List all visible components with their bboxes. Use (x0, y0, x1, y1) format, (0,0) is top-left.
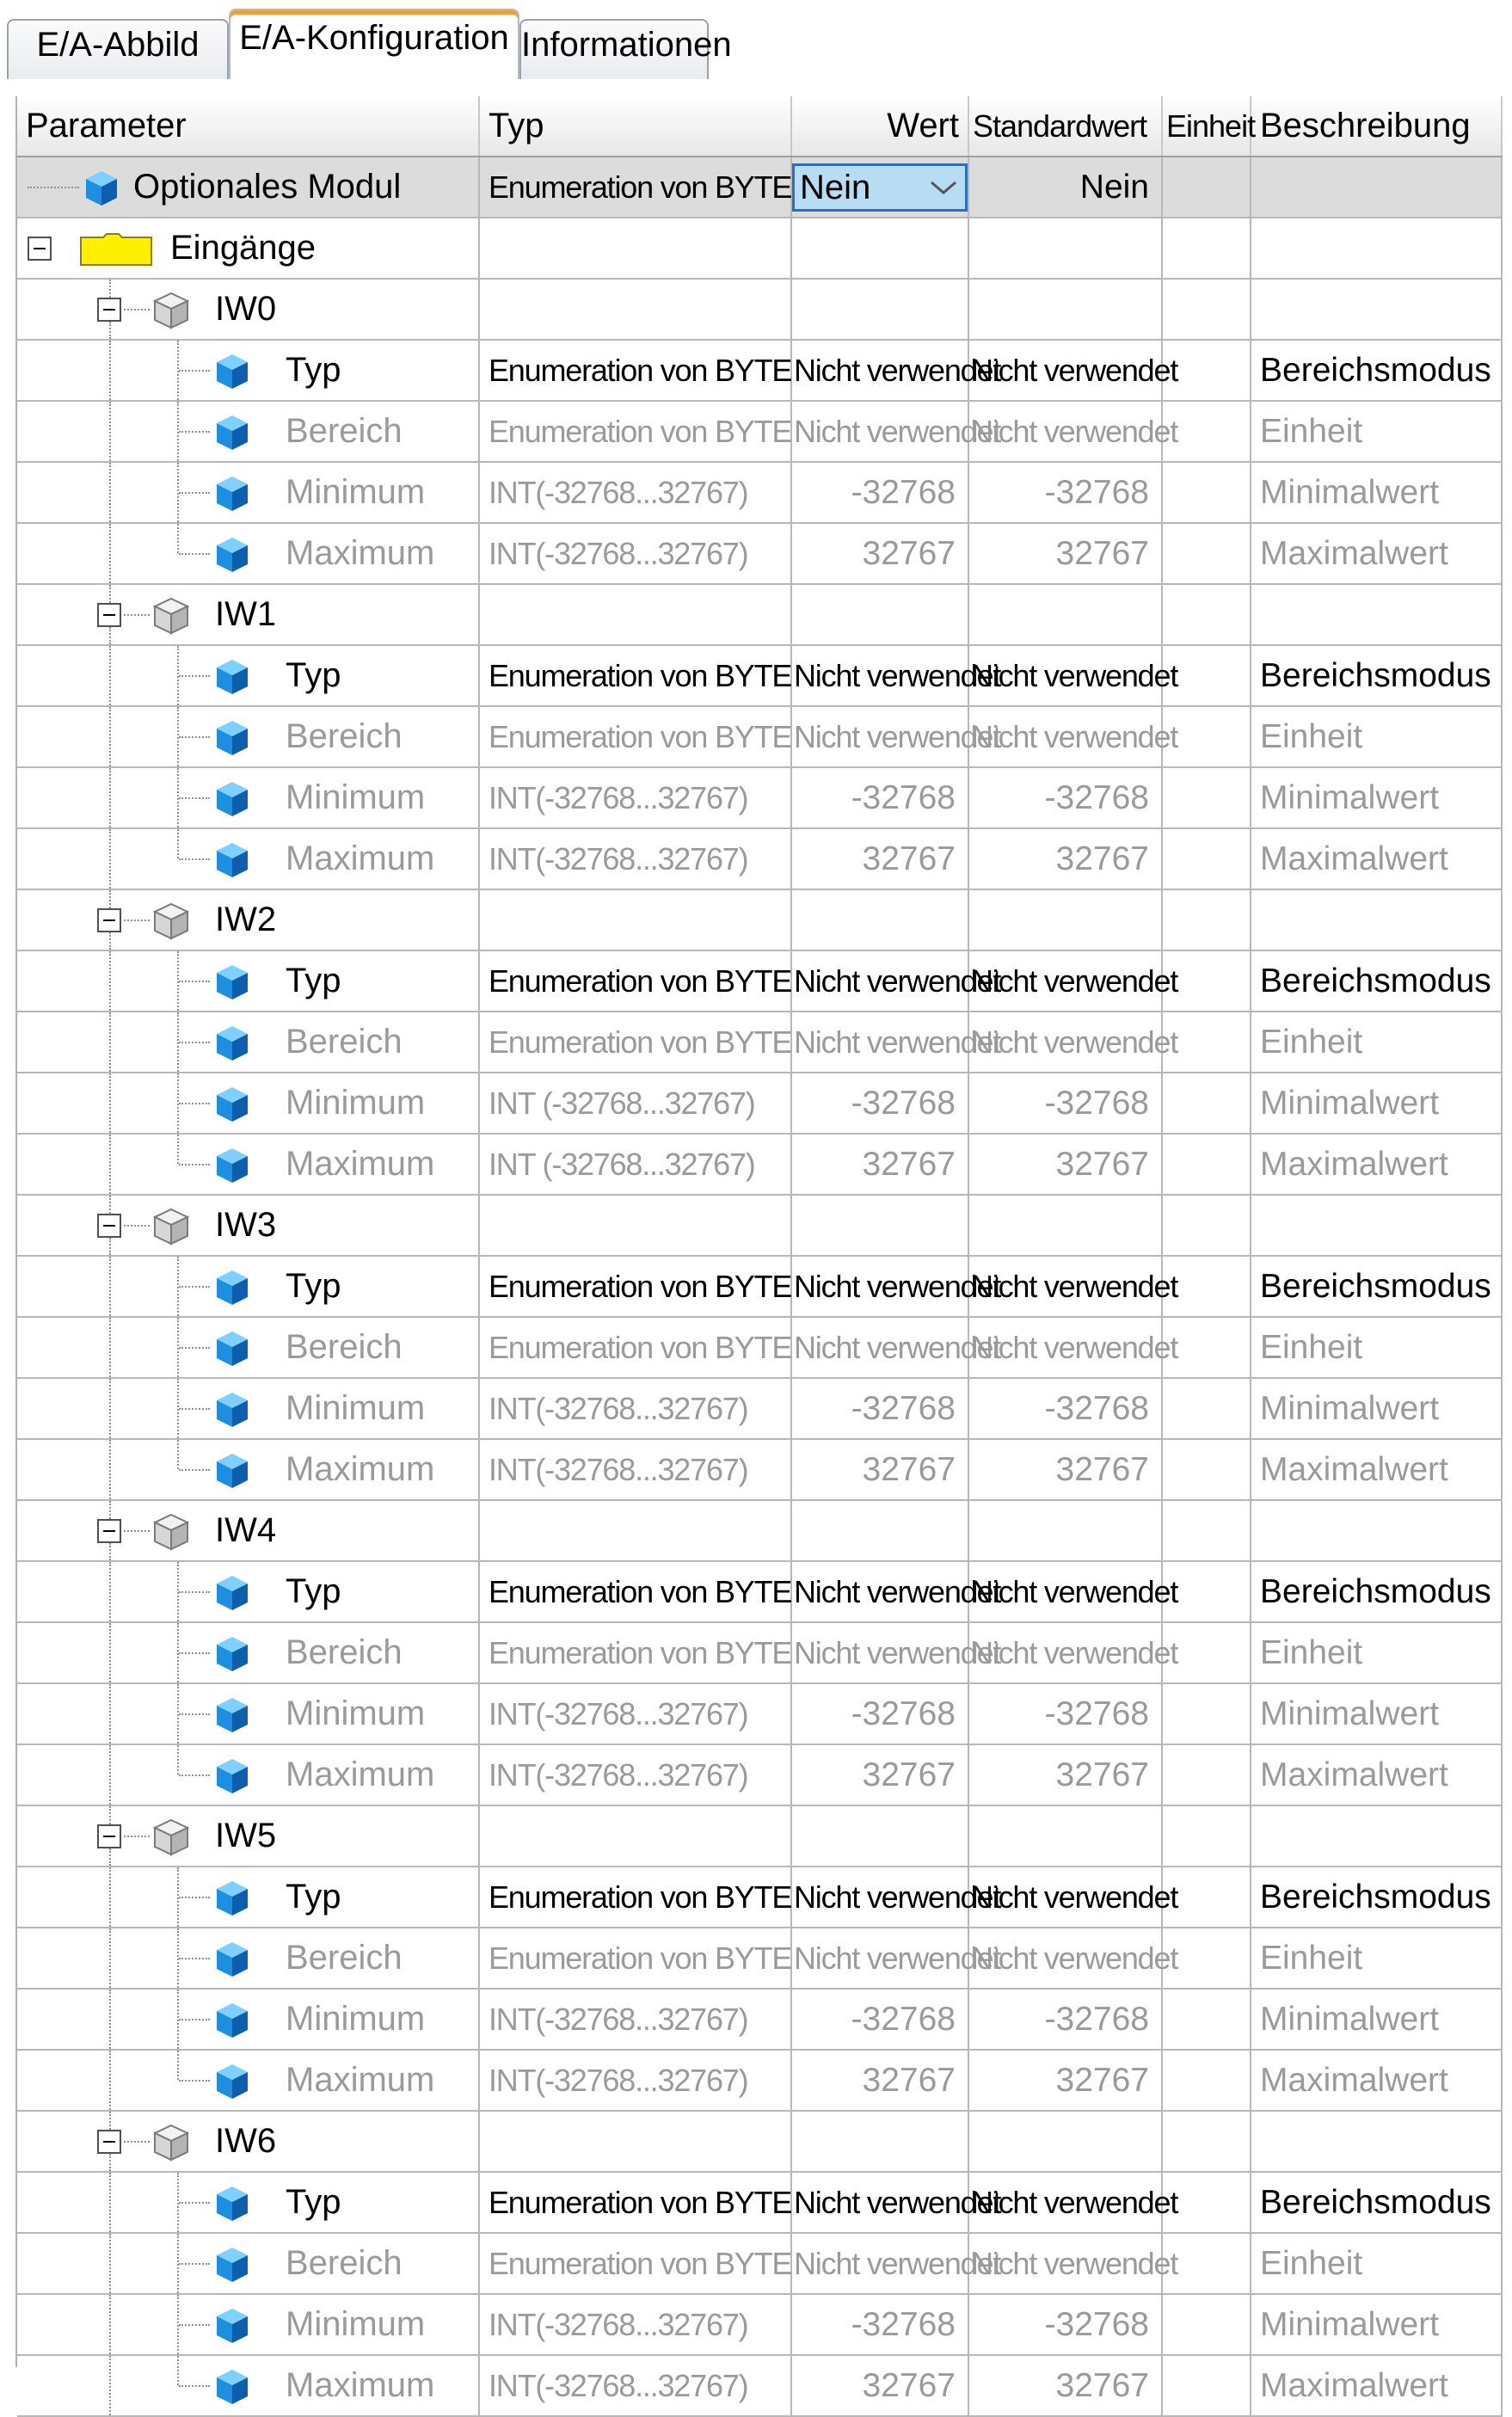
parameter-description: Einheit (1251, 706, 1502, 767)
parameter-cube-icon (215, 2246, 249, 2284)
parameter-value[interactable]: Nicht verwendet (791, 645, 968, 706)
folder-icon (79, 232, 153, 267)
parameter-description: Bereichsmodus (1251, 950, 1502, 1012)
parameter-type: Enumeration von BYTE (479, 2172, 791, 2233)
parameter-type: INT(-32768...32767) (479, 828, 791, 889)
channel-row[interactable] (17, 584, 1502, 645)
parameter-value: Nicht verwendet (791, 706, 968, 767)
parameter-cube-icon (215, 1147, 249, 1184)
parameter-default: -32768 (968, 1989, 1162, 2050)
parameter-cube-icon (215, 1452, 249, 1490)
parameter-cube-icon (215, 2002, 249, 2039)
parameter-row[interactable] (17, 645, 1502, 706)
parameter-name: Typ (286, 1267, 341, 1305)
parameter-row[interactable] (17, 1256, 1502, 1317)
channel-row[interactable] (17, 1805, 1502, 1867)
channel-row[interactable] (17, 889, 1502, 950)
parameter-value: Nicht verwendet (791, 1622, 968, 1683)
parameter-unit (1162, 767, 1251, 828)
chevron-down-icon[interactable] (929, 178, 958, 197)
parameter-value: -32768 (791, 1683, 968, 1744)
parameter-default: Nicht verwendet (968, 706, 1162, 767)
parameter-type: Enumeration von BYTE (479, 645, 791, 706)
parameter-description: Bereichsmodus (1251, 1561, 1502, 1622)
channel-label: IW1 (215, 595, 277, 633)
parameter-value: 32767 (791, 828, 968, 889)
parameter-name: Typ (286, 2183, 341, 2221)
parameter-description: Einheit (1251, 1012, 1502, 1073)
parameter-name: Typ (286, 656, 341, 694)
parameter-cube-icon (215, 1757, 249, 1795)
parameter-cube-icon (215, 353, 249, 391)
parameter-cube-icon (215, 1879, 249, 1917)
collapse-icon[interactable] (97, 1519, 121, 1543)
parameter-default: 32767 (968, 828, 1162, 889)
parameter-name: Minimum (286, 778, 426, 816)
module-value-dropdown[interactable] (792, 163, 968, 212)
parameter-row[interactable] (17, 1989, 1502, 2050)
parameter-name: Bereich (286, 1023, 403, 1061)
parameter-unit (1162, 1683, 1251, 1744)
parameter-row[interactable] (17, 1378, 1502, 1439)
parameter-name: Maximum (286, 2061, 435, 2099)
parameter-description: Minimalwert (1251, 2294, 1502, 2355)
parameter-description: Maximalwert (1251, 2355, 1502, 2416)
parameter-unit (1162, 1134, 1251, 1195)
parameter-default: Nicht verwendet (968, 340, 1162, 401)
module-type: Enumeration von BYTE (479, 157, 791, 218)
parameter-description: Einheit (1251, 1928, 1502, 1989)
parameter-type: INT (-32768...32767) (479, 1134, 791, 1195)
collapse-icon[interactable] (97, 908, 121, 932)
parameter-type: Enumeration von BYTE (479, 401, 791, 462)
parameter-description: Einheit (1251, 2233, 1502, 2294)
parameter-description: Maximalwert (1251, 2050, 1502, 2111)
parameter-value[interactable]: Nicht verwendet (791, 1256, 968, 1317)
parameter-row[interactable] (17, 950, 1502, 1012)
parameter-cube-icon (215, 780, 249, 818)
parameter-value: 32767 (791, 1744, 968, 1805)
parameter-default: Nicht verwendet (968, 1928, 1162, 1989)
module-value: Nein (800, 168, 871, 206)
parameter-cube-icon (215, 658, 249, 696)
folder-row-eingaenge[interactable] (17, 218, 1502, 279)
parameter-description: Minimalwert (1251, 767, 1502, 828)
channel-cube-icon (153, 597, 189, 635)
parameter-default: -32768 (968, 767, 1162, 828)
module-cube-icon (84, 169, 119, 207)
parameter-name: Maximum (286, 839, 435, 877)
parameter-row[interactable] (17, 2172, 1502, 2233)
parameter-type: INT(-32768...32767) (479, 2355, 791, 2416)
parameter-value[interactable]: Nicht verwendet (791, 340, 968, 401)
parameter-default: Nicht verwendet (968, 645, 1162, 706)
parameter-value: Nicht verwendet (791, 2233, 968, 2294)
parameter-cube-icon (215, 2307, 249, 2345)
parameter-unit (1162, 2050, 1251, 2111)
channel-label: IW3 (215, 1206, 277, 1244)
parameter-name: Minimum (286, 2305, 426, 2343)
parameter-name: Bereich (286, 717, 403, 755)
parameter-row[interactable] (17, 1439, 1502, 1500)
parameter-cube-icon (215, 1330, 249, 1368)
module-unit (1162, 157, 1251, 218)
parameter-value[interactable]: Nicht verwendet (791, 950, 968, 1012)
parameter-default: -32768 (968, 2294, 1162, 2355)
parameter-cube-icon (215, 1574, 249, 1612)
parameter-type: INT(-32768...32767) (479, 1744, 791, 1805)
parameter-default: 32767 (968, 1134, 1162, 1195)
parameter-default: -32768 (968, 1683, 1162, 1744)
parameter-type: Enumeration von BYTE (479, 1012, 791, 1073)
parameter-default: Nicht verwendet (968, 1317, 1162, 1378)
parameter-description: Minimalwert (1251, 1073, 1502, 1134)
parameter-unit (1162, 1744, 1251, 1805)
parameter-description: Minimalwert (1251, 1378, 1502, 1439)
parameter-cube-icon (215, 1269, 249, 1307)
parameter-description: Maximalwert (1251, 1439, 1502, 1500)
parameter-grid (15, 96, 1502, 2404)
parameter-type: Enumeration von BYTE (479, 1317, 791, 1378)
parameter-type: INT(-32768...32767) (479, 1378, 791, 1439)
channel-cube-icon (153, 902, 189, 940)
parameter-cube-icon (215, 1940, 249, 1978)
parameter-value: 32767 (791, 2355, 968, 2416)
parameter-description: Maximalwert (1251, 523, 1502, 584)
parameter-row[interactable] (17, 1683, 1502, 1744)
parameter-name: Typ (286, 351, 341, 389)
parameter-type: Enumeration von BYTE (479, 340, 791, 401)
parameter-type: INT(-32768...32767) (479, 1989, 791, 2050)
parameter-value: -32768 (791, 2294, 968, 2355)
parameter-type: Enumeration von BYTE (479, 1622, 791, 1683)
collapse-icon[interactable] (97, 1824, 121, 1848)
parameter-row[interactable] (17, 401, 1502, 462)
parameter-value: 32767 (791, 2050, 968, 2111)
parameter-row[interactable] (17, 767, 1502, 828)
parameter-row[interactable] (17, 1928, 1502, 1989)
parameter-default: Nicht verwendet (968, 2172, 1162, 2233)
channel-cube-icon (153, 1208, 189, 1245)
parameter-row[interactable] (17, 706, 1502, 767)
parameter-default: Nicht verwendet (968, 1867, 1162, 1928)
module-description (1251, 157, 1502, 218)
parameter-default: Nicht verwendet (968, 1561, 1162, 1622)
parameter-unit (1162, 462, 1251, 523)
parameter-name: Bereich (286, 412, 403, 450)
parameter-cube-icon (215, 1391, 249, 1429)
parameter-type: Enumeration von BYTE (479, 2233, 791, 2294)
parameter-row[interactable] (17, 2050, 1502, 2111)
parameter-cube-icon (215, 2185, 249, 2223)
collapse-icon[interactable] (97, 2130, 121, 2154)
parameter-row[interactable] (17, 462, 1502, 523)
parameter-type: INT(-32768...32767) (479, 2294, 791, 2355)
parameter-type: INT(-32768...32767) (479, 1439, 791, 1500)
parameter-cube-icon (215, 1696, 249, 1734)
parameter-default: 32767 (968, 1439, 1162, 1500)
parameter-description: Maximalwert (1251, 828, 1502, 889)
parameter-value: Nicht verwendet (791, 1928, 968, 1989)
parameter-value[interactable]: Nicht verwendet (791, 1867, 968, 1928)
parameter-name: Bereich (286, 2244, 403, 2282)
channel-label: IW0 (215, 290, 277, 328)
parameter-value: Nicht verwendet (791, 401, 968, 462)
parameter-table (17, 96, 1503, 2417)
channel-row[interactable] (17, 1500, 1502, 1561)
parameter-type: Enumeration von BYTE (479, 1256, 791, 1317)
collapse-icon[interactable] (97, 603, 121, 627)
parameter-unit (1162, 2355, 1251, 2416)
parameter-row[interactable] (17, 1867, 1502, 1928)
parameter-cube-icon (215, 536, 249, 574)
parameter-description: Maximalwert (1251, 1134, 1502, 1195)
parameter-default: -32768 (968, 1073, 1162, 1134)
parameter-unit (1162, 1378, 1251, 1439)
parameter-default: -32768 (968, 1378, 1162, 1439)
parameter-unit (1162, 1439, 1251, 1500)
parameter-row[interactable] (17, 1744, 1502, 1805)
parameter-description: Minimalwert (1251, 462, 1502, 523)
channel-row[interactable] (17, 1195, 1502, 1256)
parameter-cube-icon (215, 414, 249, 452)
parameter-row[interactable] (17, 1134, 1502, 1195)
parameter-name: Bereich (286, 1939, 403, 1977)
parameter-cube-icon (215, 1635, 249, 1673)
parameter-description: Einheit (1251, 401, 1502, 462)
parameter-default: Nicht verwendet (968, 2233, 1162, 2294)
parameter-unit (1162, 523, 1251, 584)
parameter-value: -32768 (791, 462, 968, 523)
parameter-name: Minimum (286, 1389, 426, 1427)
tab-informationen[interactable]: Informationen (519, 19, 709, 79)
parameter-default: 32767 (968, 2050, 1162, 2111)
parameter-row[interactable] (17, 2294, 1502, 2355)
parameter-default: Nicht verwendet (968, 1622, 1162, 1683)
parameter-row[interactable] (17, 2355, 1502, 2416)
channel-cube-icon (153, 2124, 189, 2162)
column-header-wert[interactable]: Wert (791, 96, 968, 157)
parameter-description: Einheit (1251, 1317, 1502, 1378)
parameter-name: Typ (286, 962, 341, 999)
module-default: Nein (968, 157, 1162, 218)
parameter-row[interactable] (17, 1012, 1502, 1073)
parameter-description: Maximalwert (1251, 1744, 1502, 1805)
parameter-type: INT(-32768...32767) (479, 767, 791, 828)
column-header-standardwert[interactable]: Standardwert (968, 96, 1162, 157)
tab-bar (0, 0, 1512, 79)
parameter-unit (1162, 1073, 1251, 1134)
parameter-cube-icon (215, 1024, 249, 1062)
parameter-type: Enumeration von BYTE (479, 1561, 791, 1622)
parameter-value[interactable]: Nicht verwendet (791, 1561, 968, 1622)
column-header-parameter[interactable]: Parameter (17, 96, 479, 157)
parameter-type: INT(-32768...32767) (479, 523, 791, 584)
parameter-description: Bereichsmodus (1251, 2172, 1502, 2233)
parameter-unit (1162, 2294, 1251, 2355)
parameter-name: Minimum (286, 473, 426, 511)
parameter-value: 32767 (791, 1439, 968, 1500)
parameter-description: Bereichsmodus (1251, 1256, 1502, 1317)
parameter-description: Einheit (1251, 1622, 1502, 1683)
channel-label: IW5 (215, 1817, 277, 1854)
parameter-default: Nicht verwendet (968, 1012, 1162, 1073)
parameter-type: INT(-32768...32767) (479, 462, 791, 523)
parameter-value: Nicht verwendet (791, 1012, 968, 1073)
module-label: Optionales Modul (133, 168, 402, 206)
parameter-value: Nicht verwendet (791, 1317, 968, 1378)
parameter-row[interactable] (17, 523, 1502, 584)
parameter-default: Nicht verwendet (968, 950, 1162, 1012)
parameter-cube-icon (215, 719, 249, 757)
parameter-cube-icon (215, 2063, 249, 2100)
parameter-default: Nicht verwendet (968, 401, 1162, 462)
parameter-default: 32767 (968, 523, 1162, 584)
parameter-value: -32768 (791, 767, 968, 828)
parameter-row[interactable] (17, 1622, 1502, 1683)
parameter-name: Minimum (286, 2000, 426, 2038)
parameter-name: Typ (286, 1572, 341, 1610)
parameter-type: Enumeration von BYTE (479, 1928, 791, 1989)
parameter-name: Maximum (286, 2366, 435, 2404)
parameter-row[interactable] (17, 2233, 1502, 2294)
parameter-type: INT (-32768...32767) (479, 1073, 791, 1134)
parameter-name: Maximum (286, 1450, 435, 1488)
parameter-value: 32767 (791, 523, 968, 584)
parameter-type: Enumeration von BYTE (479, 1867, 791, 1928)
parameter-unit (1162, 1989, 1251, 2050)
channel-label: IW2 (215, 901, 277, 938)
channel-row[interactable] (17, 2111, 1502, 2172)
parameter-row[interactable] (17, 340, 1502, 401)
parameter-row[interactable] (17, 1317, 1502, 1378)
tab-ea-abbild[interactable]: E/A-Abbild (7, 19, 229, 79)
parameter-row[interactable] (17, 1073, 1502, 1134)
parameter-value: 32767 (791, 1134, 968, 1195)
parameter-name: Minimum (286, 1694, 426, 1732)
parameter-type: INT(-32768...32767) (479, 2050, 791, 2111)
column-header-einheit[interactable]: Einheit (1162, 96, 1251, 157)
parameter-row[interactable] (17, 1561, 1502, 1622)
folder-label: Eingänge (170, 229, 317, 267)
parameter-description: Bereichsmodus (1251, 645, 1502, 706)
parameter-value: -32768 (791, 1073, 968, 1134)
parameter-name: Minimum (286, 1084, 426, 1122)
parameter-value: -32768 (791, 1378, 968, 1439)
parameter-type: INT(-32768...32767) (479, 1683, 791, 1744)
parameter-unit (1162, 828, 1251, 889)
column-header-typ[interactable]: Typ (479, 96, 791, 157)
parameter-cube-icon (215, 2368, 249, 2406)
collapse-icon[interactable] (97, 298, 121, 322)
parameter-name: Bereich (286, 1633, 403, 1671)
parameter-default: 32767 (968, 1744, 1162, 1805)
parameter-type: Enumeration von BYTE (479, 950, 791, 1012)
channel-row[interactable] (17, 279, 1502, 340)
parameter-name: Maximum (286, 534, 435, 572)
parameter-cube-icon (215, 1085, 249, 1123)
parameter-default: -32768 (968, 462, 1162, 523)
collapse-icon[interactable] (97, 1214, 121, 1238)
channel-label: IW6 (215, 2122, 277, 2160)
parameter-description: Minimalwert (1251, 1683, 1502, 1744)
parameter-name: Bereich (286, 1328, 403, 1366)
parameter-cube-icon (215, 475, 249, 513)
collapse-icon[interactable] (28, 237, 52, 261)
parameter-cube-icon (215, 963, 249, 1001)
tab-ea-konfiguration[interactable]: E/A-Konfiguration (229, 9, 519, 79)
channel-cube-icon (153, 1513, 189, 1551)
parameter-description: Bereichsmodus (1251, 340, 1502, 401)
parameter-value: -32768 (791, 1989, 968, 2050)
parameter-description: Bereichsmodus (1251, 1867, 1502, 1928)
module-row[interactable] (17, 157, 1502, 218)
parameter-default: Nicht verwendet (968, 1256, 1162, 1317)
column-header-beschreibung[interactable]: Beschreibung (1251, 96, 1502, 157)
channel-label: IW4 (215, 1511, 277, 1549)
parameter-name: Maximum (286, 1145, 435, 1183)
parameter-row[interactable] (17, 828, 1502, 889)
parameter-name: Typ (286, 1878, 341, 1916)
parameter-default: 32767 (968, 2355, 1162, 2416)
parameter-name: Maximum (286, 1756, 435, 1793)
parameter-description: Minimalwert (1251, 1989, 1502, 2050)
parameter-cube-icon (215, 841, 249, 879)
parameter-value[interactable]: Nicht verwendet (791, 2172, 968, 2233)
parameter-type: Enumeration von BYTE (479, 706, 791, 767)
channel-cube-icon (153, 1818, 189, 1856)
channel-cube-icon (153, 292, 189, 329)
